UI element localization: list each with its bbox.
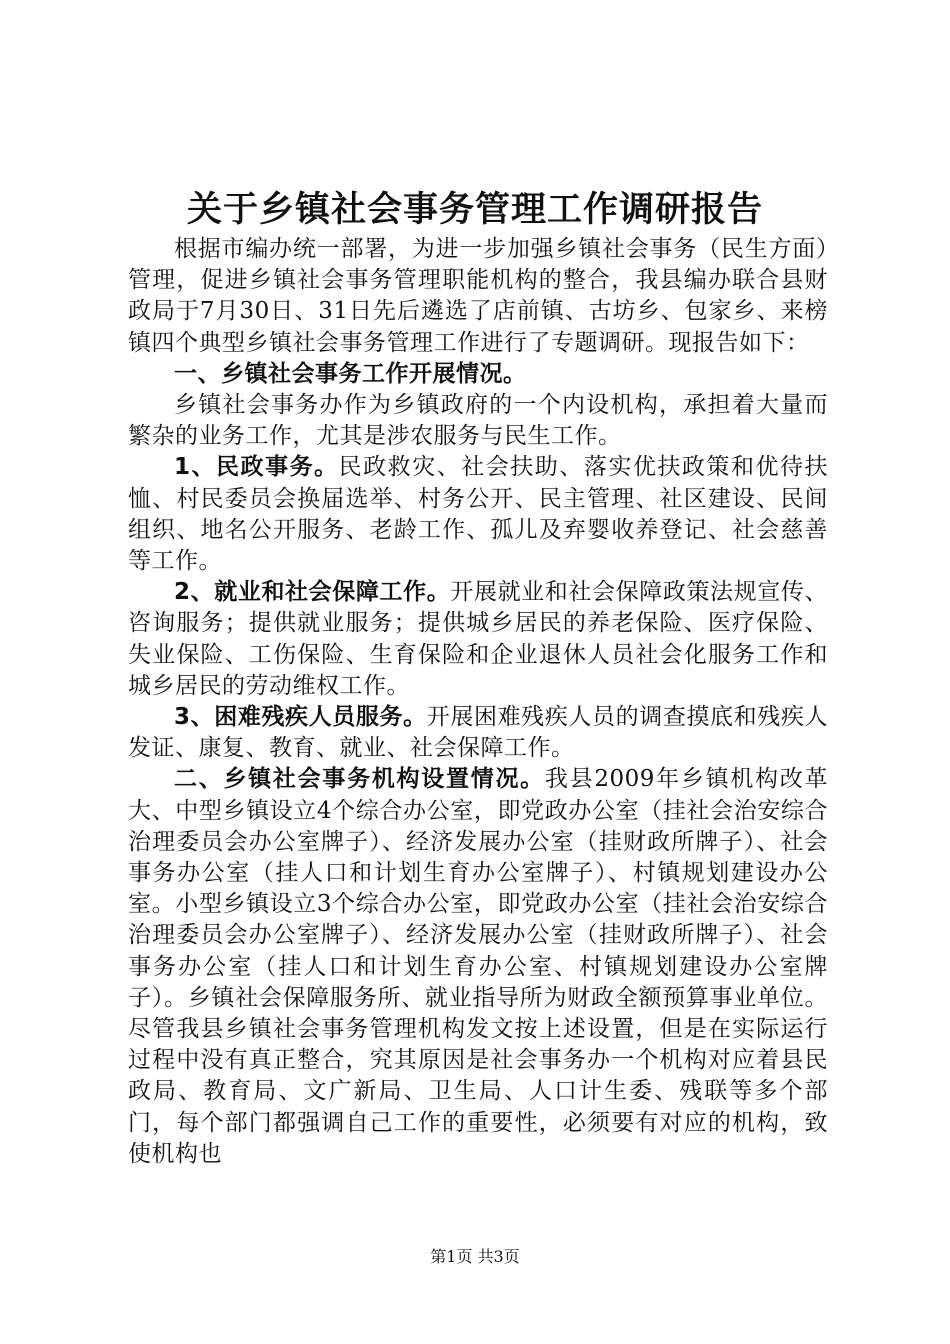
paragraph-text: 根据市编办统一部署，为进一步加强乡镇社会事务（民生方面）管理，促进乡镇社会事务管理职能机构的整合，我县编办联合县财政局于7月30日、31日先后遴选了店前镇、古坊乡、包家乡、来榜镇四个典型乡镇社会事务管理工作进行了专题调研。现报告如下： — [128, 236, 828, 356]
paragraph-heading: 一、乡镇社会事务工作开展情况。 — [174, 360, 527, 387]
paragraph-heading: 二、乡镇社会事务机构设置情况。 — [174, 766, 545, 793]
paragraph-employment — [128, 577, 828, 702]
paragraph-text: 开展困难残疾人员的调查摸底和残疾人发证、康复、教育、就业、社会保障工作。 — [128, 704, 829, 762]
paragraph-civil-affairs — [128, 452, 828, 577]
page-footer: 第1页 共3页 — [430, 1247, 520, 1266]
paragraph-heading: 2、就业和社会保障工作。 — [174, 579, 451, 606]
paragraph-heading: 1、民政事务。 — [174, 454, 339, 481]
paragraph-text: 乡镇社会事务办作为乡镇政府的一个内设机构，承担着大量而繁杂的业务工作，尤其是涉农服务与民生工作。 — [128, 392, 828, 450]
paragraph-text: 民政救灾、社会扶助、落实优扶政策和优待扶恤、村民委员会换届选举、村务公开、民主管理、社区建设、民间组织、地名公开服务、老龄工作、孤儿及弃婴收养登记、社会慈善等工作。 — [128, 454, 828, 575]
document-title: 关于乡镇社会事务管理工作调研报告 — [186, 190, 763, 230]
paragraph-intro — [128, 234, 828, 359]
section-heading-1 — [128, 359, 828, 390]
paragraph-text: 开展就业和社会保障政策法规宣传、咨询服务；提供就业服务；提供城乡居民的养老保险、医疗保险、失业保险、工伤保险、生育保险和企业退休人员社会化服务工作和城乡居民的劳动维权工作。 — [128, 579, 829, 699]
paragraph-text: 我县2009年乡镇机构改革大、中型乡镇设立4个综合办公室，即党政办公室（挂社会治安综合治理委员会办公室牌子）、经济发展办公室（挂财政所牌子）、社会事务办公室（挂人口和计划生育办公室牌子）、村镇规划建设办公室。小型乡镇设立3个综合办公室，即党政办公室（挂社会治安综合治理委员会办公室牌子）、经济发展办公室（挂财政所牌子）、社会事务办公室（挂人口和计划生育办公室、村镇规划建设办公室牌子）。乡镇社会保障服务所、就业指导所为财政全额预算事业单位。尽管我县乡镇社会事务管理机构发文按上述设置，但是在实际运行过程中没有真正整合，究其原因是社会事务办一个机构对应着县民政局、教育局、文广新局、卫生局、人口计生委、残联等多个部门，每个部门都强调自己工作的重要性，必须要有对应的机构，致使机构也 — [128, 766, 829, 1167]
paragraph-disabled-services — [128, 702, 828, 764]
paragraph-section-2 — [128, 764, 828, 1170]
document-body — [128, 234, 828, 1170]
paragraph-heading: 3、困难残疾人员服务。 — [174, 704, 427, 731]
paragraph-section-1-intro — [128, 390, 828, 452]
